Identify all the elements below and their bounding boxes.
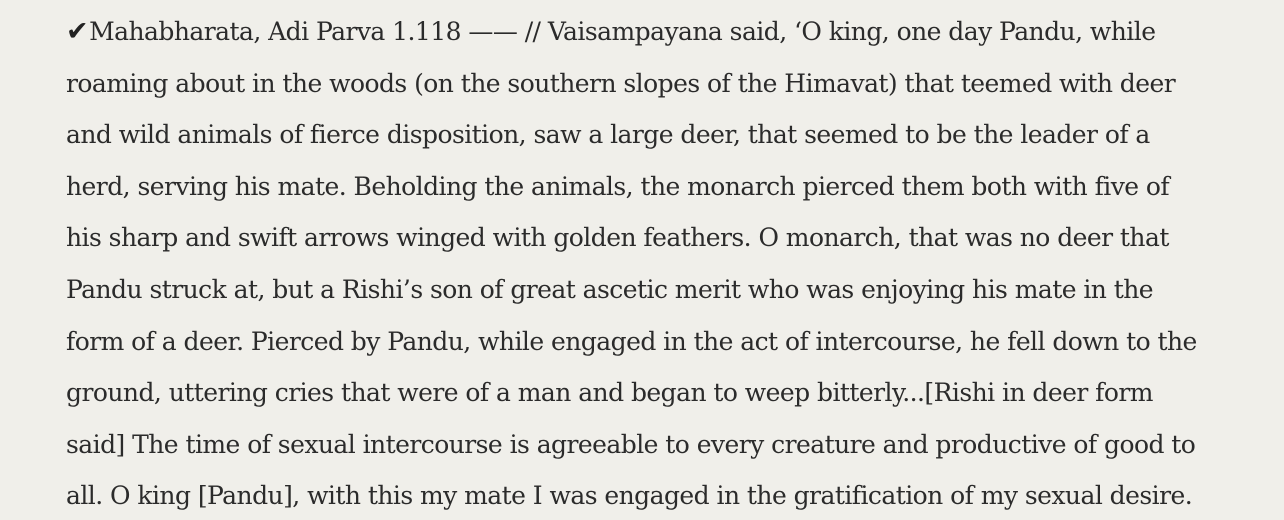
passage-line-4: herd, serving his mate. Beholding the animals, the monarch pierced them both with five of xyxy=(66,171,1170,201)
passage-line-1-text: Mahabharata, Adi Parva 1.118 —— // Vaisampayana said, ‘O king, one day Pandu, while xyxy=(89,17,1156,46)
passage-line-7: form of a deer. Pierced by Pandu, while engaged in the act of intercourse, he fell down to the xyxy=(66,326,1197,356)
quote-passage xyxy=(66,6,1276,520)
check-mark-icon: ✔ xyxy=(66,16,89,47)
passage-line-6: Pandu struck at, but a Rishi’s son of great ascetic merit who was enjoying his mate in the xyxy=(66,274,1154,304)
passage-line-8: ground, uttering cries that were of a man and began to weep bitterly...[Rishi in deer form xyxy=(66,378,1153,408)
passage-line-10: all. O king [Pandu], with this my mate I was engaged in the gratification of my sexual desire. xyxy=(66,481,1193,511)
passage-line-3: and wild animals of fierce disposition, saw a large deer, that seemed to be the leader of a xyxy=(66,120,1150,150)
passage-line-9: said] The time of sexual intercourse is agreeable to every creature and productive of good to xyxy=(66,429,1196,459)
passage-line-2: roaming about in the woods (on the southern slopes of the Himavat) that teemed with deer xyxy=(66,68,1176,98)
passage-line-1 xyxy=(66,6,1276,58)
passage-line-5: his sharp and swift arrows winged with golden feathers. O monarch, that was no deer that xyxy=(66,223,1169,253)
